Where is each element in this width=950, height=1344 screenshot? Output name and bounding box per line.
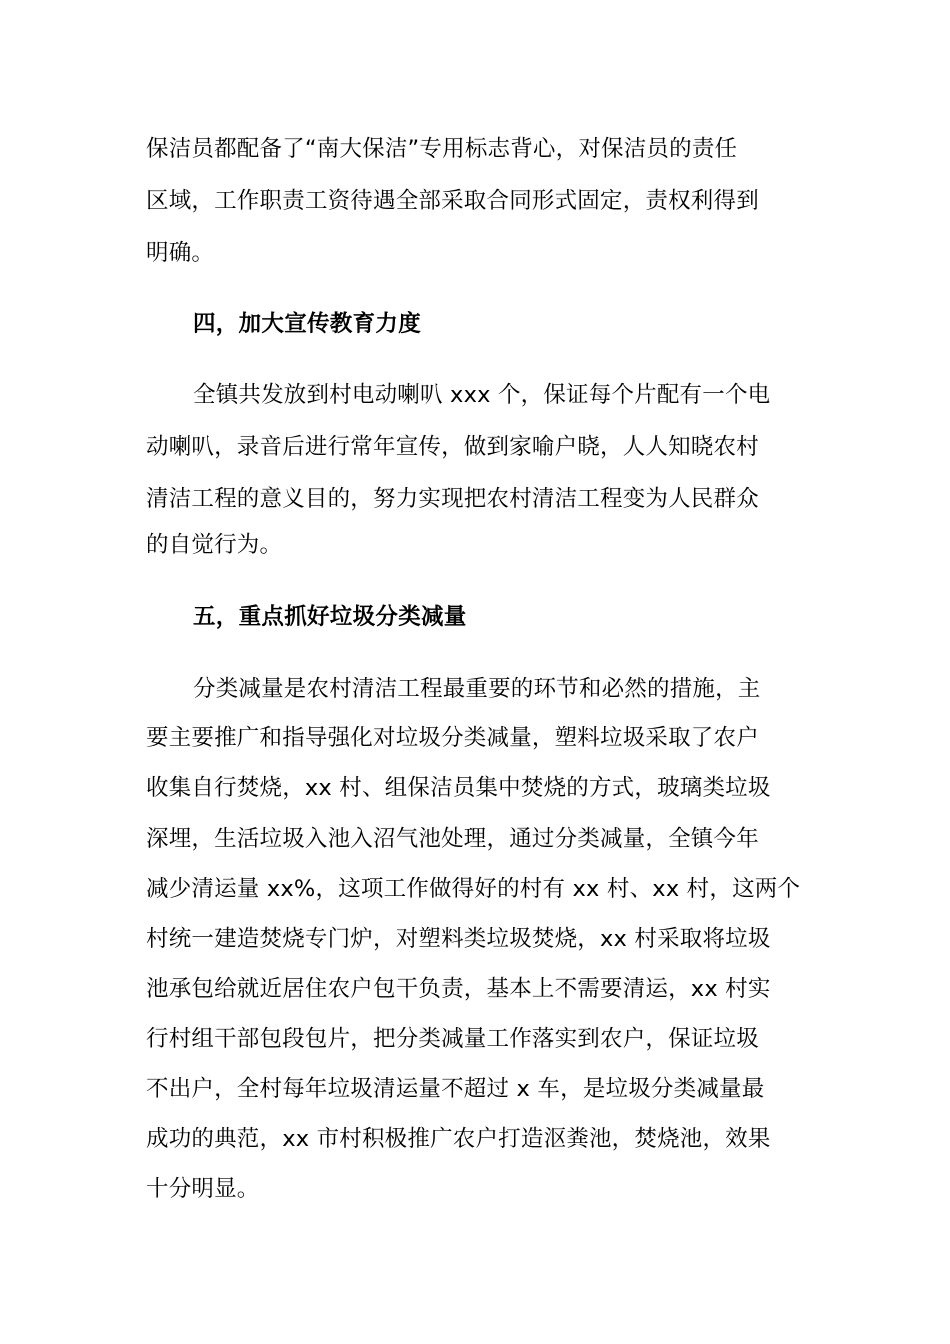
paragraph-3-line-3: 收集自行焚烧，xx 村、组保洁员集中焚烧的方式，玻璃类垃圾 [146, 775, 771, 801]
paragraph-2-line-1: 全镇共发放到村电动喇叭 xxx 个，保证每个片配有一个电 [193, 382, 771, 408]
paragraph-3-line-9: 不出户，全村每年垃圾清运量不超过 x 车，是垃圾分类减量最 [146, 1076, 765, 1102]
paragraph-2-line-4: 的自觉行为。 [146, 532, 283, 558]
paragraph-3-line-6: 村统一建造焚烧专门炉，对塑料类垃圾焚烧，xx 村采取将垃圾 [146, 926, 771, 952]
paragraph-3-line-8: 行村组干部包段包片，把分类减量工作落实到农户，保证垃圾 [146, 1026, 759, 1052]
paragraph-3-line-11: 十分明显。 [146, 1176, 260, 1202]
paragraph-1-line-1: 保洁员都配备了“南大保洁”专用标志背心，对保洁员的责任 [146, 136, 738, 162]
paragraph-2-line-2: 动喇叭，录音后进行常年宣传，做到家喻户晓，人人知晓农村 [146, 434, 759, 460]
paragraph-2-line-3: 清洁工程的意义目的，努力实现把农村清洁工程变为人民群众 [146, 486, 759, 512]
paragraph-1-line-3: 明确。 [146, 240, 215, 266]
paragraph-3-line-2: 要主要推广和指导强化对垃圾分类减量，塑料垃圾采取了农户 [146, 725, 759, 751]
paragraph-3-line-10: 成功的典范，xx 市村积极推广农户打造沤粪池，焚烧池，效果 [146, 1126, 771, 1152]
paragraph-3-line-7: 池承包给就近居住农户包干负责，基本上不需要清运，xx 村实 [146, 976, 771, 1002]
paragraph-3-line-5: 减少清运量 xx%，这项工作做得好的村有 xx 村、xx 村，这两个 [146, 876, 801, 902]
paragraph-3-line-1: 分类减量是农村清洁工程最重要的环节和必然的措施，主 [193, 676, 761, 702]
paragraph-1-line-2: 区域，工作职责工资待遇全部采取合同形式固定，责权利得到 [146, 188, 759, 214]
paragraph-3-line-4: 深埋，生活垃圾入池入沼气池处理，通过分类减量，全镇今年 [146, 826, 759, 852]
section-heading-5: 五，重点抓好垃圾分类减量 [193, 604, 467, 630]
section-heading-4: 四，加大宣传教育力度 [193, 311, 422, 337]
